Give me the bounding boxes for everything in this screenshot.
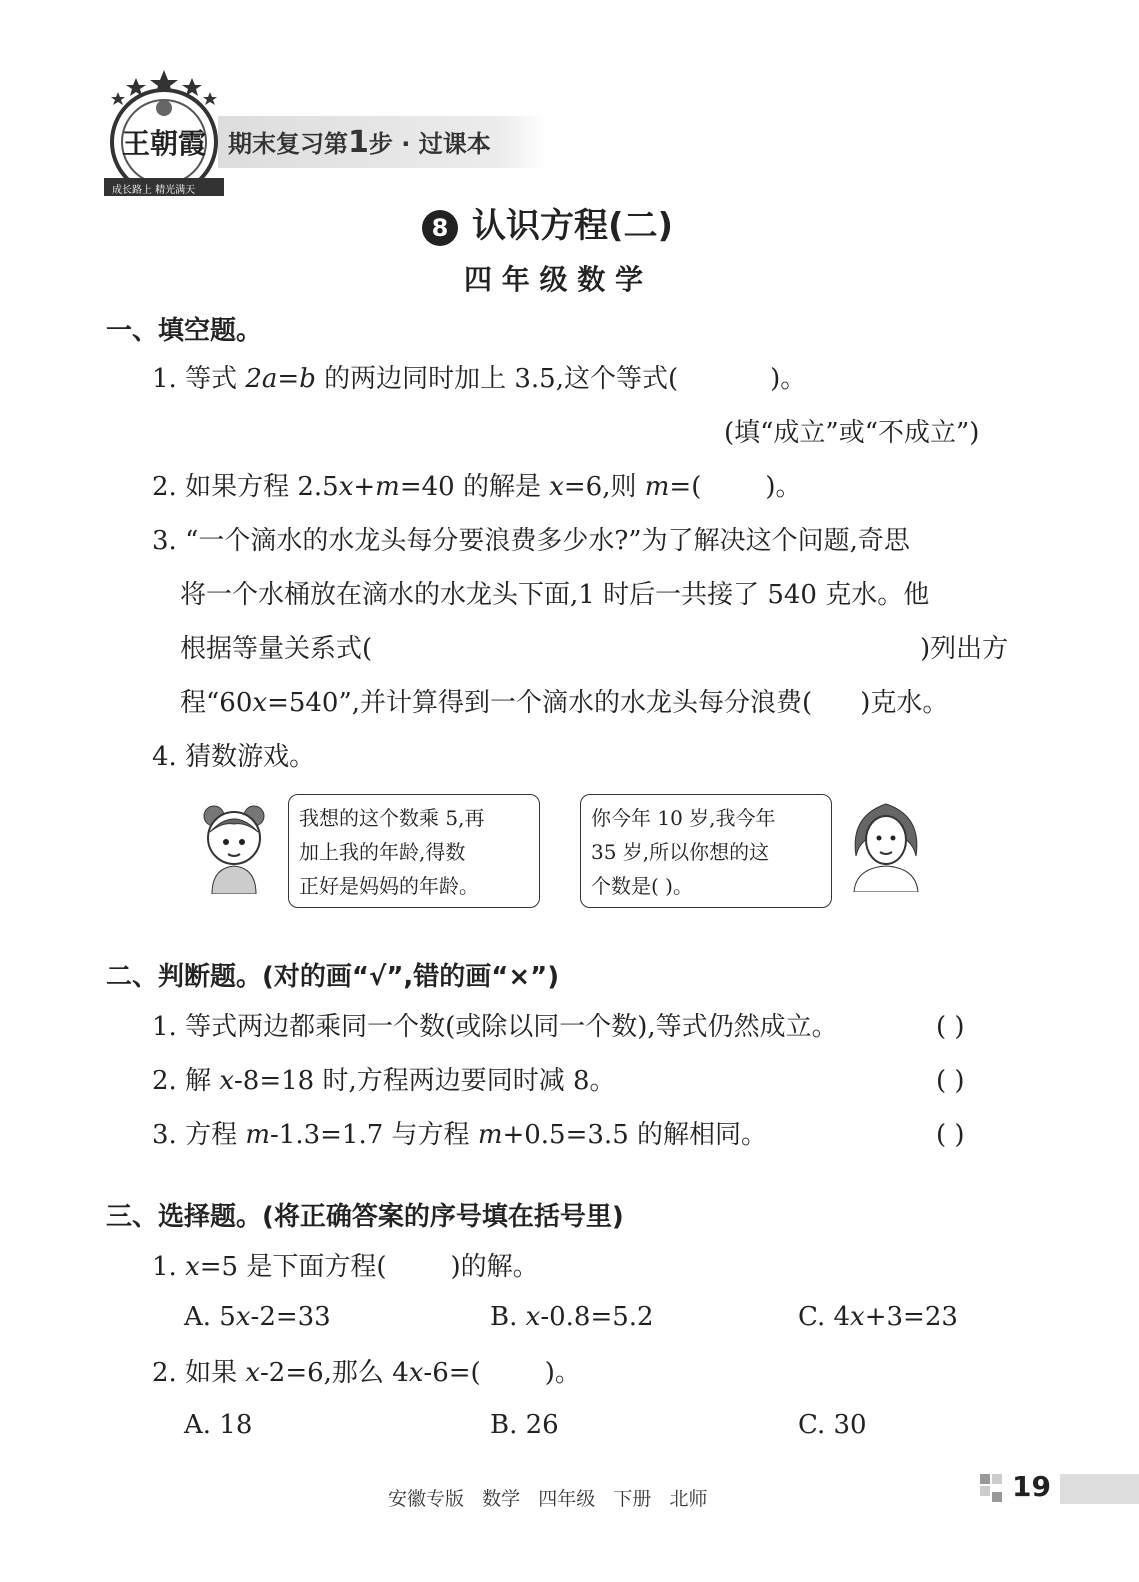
s2-item-1: 1. 等式两边都乘同一个数(或除以同一个数),等式仍然成立。 xyxy=(152,1012,838,1042)
page-number: 19 xyxy=(1012,1470,1051,1503)
footer-text: 安徽专版 数学 四年级 下册 北师 xyxy=(388,1488,708,1510)
banner-text: 期末复习第 xyxy=(228,130,348,158)
section3-heading: 三、选择题。(将正确答案的序号填在括号里) xyxy=(106,1202,624,1232)
page-number-bar xyxy=(1060,1474,1139,1504)
s3-q2: 2. 如果 x-2=6,那么 4x-6=( )。 xyxy=(152,1358,581,1388)
bubble-line: 我想的这个数乘 5,再 xyxy=(299,806,485,830)
s3-q1-option-b[interactable]: B. x-0.8=5.2 xyxy=(490,1302,654,1332)
s1-q3-line1: 3. “一个滴水的水龙头每分要浪费多少水?”为了解决这个问题,奇思 xyxy=(152,526,910,556)
page-number-decoration xyxy=(980,1474,1006,1504)
s2-item-2: 2. 解 x-8=18 时,方程两边要同时减 8。 xyxy=(152,1066,616,1096)
mother-speech-bubble xyxy=(580,794,832,908)
child-illustration xyxy=(198,798,270,894)
bubble-line: 35 岁,所以你想的这 xyxy=(591,840,770,864)
page-title xyxy=(422,198,673,247)
mother-icon xyxy=(846,796,926,892)
s3-q1: 1. x=5 是下面方程( )的解。 xyxy=(152,1252,539,1282)
banner-number: 1 xyxy=(348,125,369,160)
title-text: 认识方程(二) xyxy=(472,206,674,246)
s3-q2-option-a[interactable]: A. 18 xyxy=(184,1410,253,1440)
s2-item-3-answer[interactable]: ( ) xyxy=(936,1120,965,1150)
s1-q4-label: 4. 猜数游戏。 xyxy=(152,742,316,772)
mother-illustration xyxy=(846,796,926,892)
bubble-line: 你今年 10 岁,我今年 xyxy=(591,806,776,830)
s2-item-2-answer[interactable]: ( ) xyxy=(936,1066,965,1096)
child-speech-bubble xyxy=(288,794,540,908)
bubble-line: 加上我的年龄,得数 xyxy=(299,840,466,864)
title-number-badge: 8 xyxy=(422,210,458,246)
logo-name: 王朝霞 xyxy=(122,127,207,160)
banner-suffix: 步 · 过课本 xyxy=(368,130,491,158)
child-icon xyxy=(198,798,270,894)
s2-item-3: 3. 方程 m-1.3=1.7 与方程 m+0.5=3.5 的解相同。 xyxy=(152,1120,768,1150)
page-subtitle: 四 年 级 数 学 xyxy=(464,263,643,296)
s1-q3-line4: 程“60x=540”,并计算得到一个滴水的水龙头每分浪费( )克水。 xyxy=(180,688,949,718)
logo-ribbon: 成长路上 精光满天 xyxy=(112,185,196,196)
bubble-line: 正好是妈妈的年龄。 xyxy=(299,874,479,898)
s3-q2-option-c[interactable]: C. 30 xyxy=(798,1410,867,1440)
s3-q1-option-c[interactable]: C. 4x+3=23 xyxy=(798,1302,958,1332)
section2-heading: 二、判断题。(对的画“√”,错的画“×”) xyxy=(106,962,560,992)
s1-q1: 1. 等式 2a=b 的两边同时加上 3.5,这个等式( )。 xyxy=(152,364,807,394)
s1-q3-line3b: )列出方 xyxy=(920,634,1009,664)
s1-q2: 2. 如果方程 2.5x+m=40 的解是 x=6,则 m=( )。 xyxy=(152,472,802,502)
s2-item-1-answer[interactable]: ( ) xyxy=(936,1012,965,1042)
s3-q2-option-b[interactable]: B. 26 xyxy=(490,1410,559,1440)
section1-heading: 一、填空题。 xyxy=(106,316,263,346)
chapter-banner xyxy=(218,116,548,168)
s1-q3-line3a: 根据等量关系式( xyxy=(180,634,373,664)
s1-q3-line2: 将一个水桶放在滴水的水龙头下面,1 时后一共接了 540 克水。他 xyxy=(180,580,930,610)
logo xyxy=(104,70,224,200)
bubble-line: 个数是( )。 xyxy=(591,874,693,898)
s1-q1-hint: (填“成立”或“不成立”) xyxy=(724,418,980,448)
s3-q1-option-a[interactable]: A. 5x-2=33 xyxy=(184,1302,331,1332)
